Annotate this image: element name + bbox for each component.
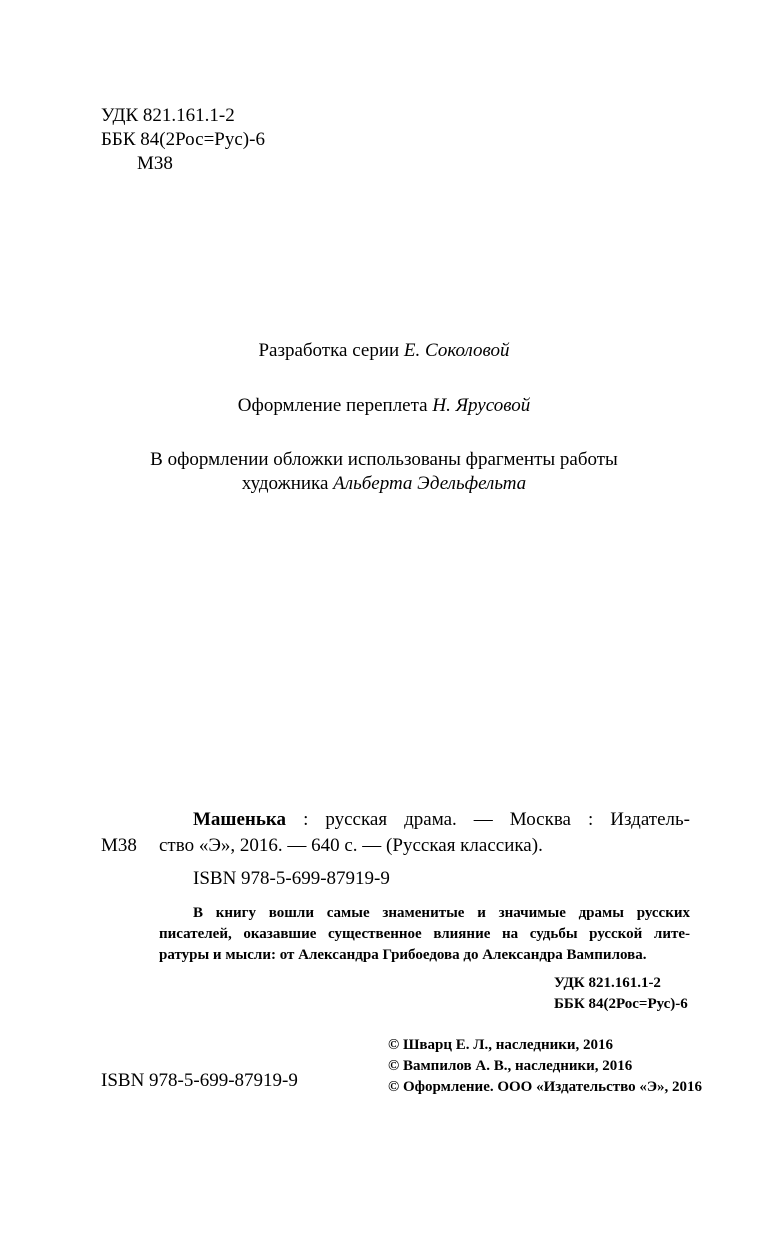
record-line1-rest: : русская драма. — Москва : Издатель-: [286, 809, 690, 830]
record-line2: ство «Э», 2016. — 640 с. — (Русская классика).: [159, 835, 543, 856]
binding-credit-name: Н. Ярусовой: [432, 395, 531, 416]
series-credit: [0, 340, 768, 362]
cover-credit-line2: [0, 473, 768, 495]
footer-isbn: ISBN 978-5-699-87919-9: [101, 1070, 298, 1091]
bbk-code: ББК 84(2Рос=Рус)-6: [101, 129, 265, 150]
series-credit-name: Е. Соколовой: [403, 340, 510, 361]
cover-credit-prefix: художника: [241, 473, 334, 494]
annotation-line1: В книгу вошли самые знаменитые и значимые драмы русских: [193, 905, 690, 921]
binding-credit: [0, 395, 768, 417]
record-udk: УДК 821.161.1-2: [554, 975, 661, 991]
record-author-mark: М38: [101, 835, 137, 856]
copyright-line2: © Вампилов А. В., наследники, 2016: [388, 1058, 633, 1074]
record-bbk: ББК 84(2Рос=Рус)-6: [554, 996, 688, 1012]
record-line1: [193, 806, 690, 834]
binding-credit-prefix: Оформление переплета: [237, 395, 433, 416]
cover-credit-name: Альберта Эдельфельта: [333, 473, 527, 494]
copyright-line3: © Оформление. ООО «Издательство «Э», 2016: [388, 1079, 703, 1095]
cover-credit-line1: В оформлении обложки использованы фрагменты работы: [150, 449, 618, 470]
copyright-line1: © Шварц Е. Л., наследники, 2016: [388, 1037, 614, 1053]
annotation-line3: ратуры и мысли: от Александра Грибоедова до Александра Вампилова.: [159, 947, 647, 963]
record-isbn: ISBN 978-5-699-87919-9: [193, 868, 390, 889]
annotation-line2: писателей, оказавшие существенное влияние на судьбы русской лите-: [159, 926, 690, 942]
series-credit-prefix: Разработка серии: [258, 340, 404, 361]
udk-code: УДК 821.161.1-2: [101, 105, 235, 126]
record-title: Машенька: [193, 809, 287, 830]
author-mark: М38: [137, 153, 173, 174]
